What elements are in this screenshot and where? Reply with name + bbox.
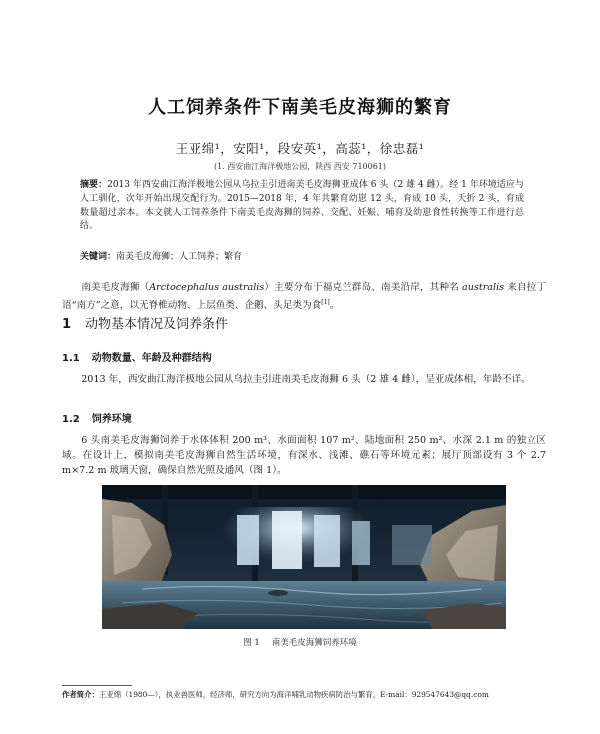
intro-paragraph [62,280,546,313]
footnote-divider [62,685,132,686]
abstract-text: 2013 年西安曲江海洋极地公园从乌拉圭引进南美毛皮海狮亚成体 6 头（2 雄 4 雌）。经 1 年环境适应与人工驯化，次年开始出现交配行为。2015—2018 年，4 年共繁育幼崽 12 头，育成 10 头，夭折 2 头，育成数量超过亲本。本文就人工饲养条件下南美毛皮海狮的饲养、交配、妊娠、哺育及幼崽食性转换等工作进行总结。 [80,180,524,232]
figure-1-caption-text: 南美毛皮海狮饲养环境 [271,638,357,648]
keywords-text: 南美毛皮海狮；人工饲养；繁育 [116,252,243,262]
paper-title: 人工饲养条件下南美毛皮海狮的繁育 [148,97,452,118]
section-1-2-paragraph: 6 头南美毛皮海狮饲养于水体体积 200 m³、水面面积 107 m²、陆地面积 250 m²、水深 2.1 m 的独立区域。在设计上，模拟南美毛皮海狮自然生活环境，有深水、浅滩、礁石等环境元素；展厅顶部设有 3 个 2.7 m×7.2 m 玻璃天窗，确保自然光照及通风（图 1）。 [62,435,546,476]
section-1-1-heading [62,349,212,364]
section-1-2-number: 1.2 [62,414,80,425]
section-1-heading [62,313,228,332]
species-epithet: australis [462,282,505,293]
section-1-1-paragraph: 2013 年，西安曲江海洋极地公园从乌拉圭引进南美毛皮海狮 6 头（2 雄 4 雌），呈亚成体相，年龄不详。 [81,374,531,385]
author-footnote [62,689,562,700]
section-1-1-title: 动物数量、年龄及种群结构 [91,353,212,364]
section-1-number: 1 [62,317,72,332]
section-1-title: 动物基本情况及饲养条件 [85,317,229,332]
section-1-1-number: 1.1 [62,353,80,364]
footnote-label: 作者简介： [62,690,99,699]
figure-1-label: 图 1 [243,638,260,648]
intro-text-2: ）主要分布于福克兰群岛、南美沿岸，其种名 [264,282,463,293]
species-latin-name: Arctocephalus australis [149,282,265,293]
abstract [80,179,524,234]
section-1-2-title: 饲养环境 [91,414,132,425]
intro-text-3: 来自拉丁语“南方”之意，以无脊椎动物、上层鱼类、企鹅、头足类为食 [62,282,547,312]
footnote-text: 王亚绵（1980—），执业兽医师，经济师，研究方向为海洋哺乳动物疾病防治与繁育。E-mail：929547643@qq.com [98,690,489,699]
affiliation: (1. 西安曲江海洋极地公园，陕西 西安 710061) [213,162,387,171]
author-list: 王亚绵¹，安阳¹，段安英¹，高蕊¹，徐忠磊¹ [175,141,425,156]
keywords [80,249,524,262]
figure-1-photo [102,485,506,629]
intro-text-1: 南美毛皮海狮（ [81,282,150,293]
abstract-label: 摘要： [80,180,108,190]
figure-1-caption [0,636,600,648]
keywords-label: 关键词： [80,252,117,262]
citation-ref: [1] [321,299,330,306]
section-1-2-heading [62,410,132,425]
intro-text-end: 。 [329,300,340,312]
habitat-photo-illustration [102,485,506,629]
